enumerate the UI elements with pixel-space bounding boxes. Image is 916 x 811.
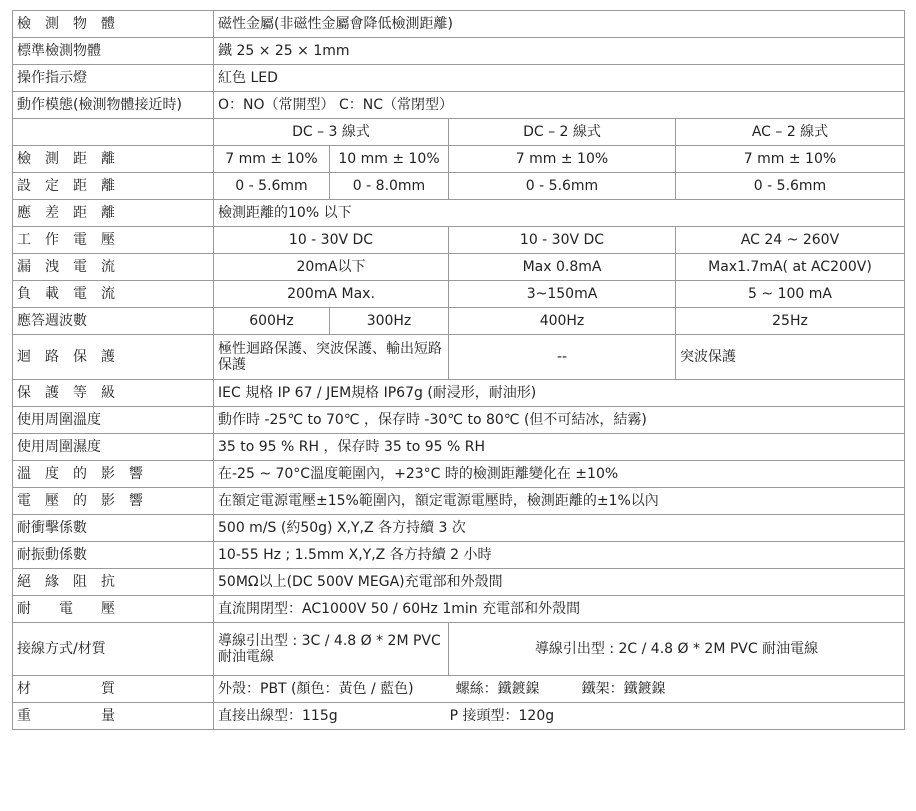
cell: 導線引出型 : 3C / 4.8 Ø * 2M PVC 耐油電線 — [214, 623, 449, 676]
row-value: 500 m/S (約50g) X,Y,Z 各方持續 3 次 — [214, 515, 905, 542]
cell: 導線引出型 : 2C / 4.8 Ø * 2M PVC 耐油電線 — [449, 623, 905, 676]
table-row — [13, 308, 905, 335]
row-label: 檢 測 物 體 — [13, 11, 214, 38]
table-row — [13, 281, 905, 308]
table-row — [13, 254, 905, 281]
row-label: 負 載 電 流 — [13, 281, 214, 308]
row-value: 磁性金屬(非磁性金屬會降低檢測距離) — [214, 11, 905, 38]
cell: 200mA Max. — [214, 281, 449, 308]
table-row — [13, 542, 905, 569]
row-label: 漏 洩 電 流 — [13, 254, 214, 281]
row-label: 檢 測 距 離 — [13, 146, 214, 173]
header-dc2: DC – 2 線式 — [449, 119, 676, 146]
row-label: 使用周圍濕度 — [13, 434, 214, 461]
cell: 突波保護 — [676, 335, 905, 380]
table-row — [13, 335, 905, 380]
cell: 10 - 30V DC — [449, 227, 676, 254]
table-row — [13, 434, 905, 461]
cell: 7 mm ± 10% — [676, 146, 905, 173]
table-row — [13, 173, 905, 200]
cell: Max1.7mA( at AC200V) — [676, 254, 905, 281]
table-row — [13, 146, 905, 173]
row-label: 使用周圍溫度 — [13, 407, 214, 434]
row-value: O：NO（常開型） C：NC（常閉型） — [214, 92, 905, 119]
row-value: 在-25 ~ 70°C溫度範圍內，+23°C 時的檢測距離變化在 ±10% — [214, 461, 905, 488]
row-value: IEC 規格 IP 67 / JEM規格 IP67g (耐浸形，耐油形) — [214, 380, 905, 407]
cell: 7 mm ± 10% — [214, 146, 330, 173]
row-value: 紅色 LED — [214, 65, 905, 92]
cell: 10 - 30V DC — [214, 227, 449, 254]
cell: 400Hz — [449, 308, 676, 335]
row-label: 耐衝擊係數 — [13, 515, 214, 542]
row-value: 10-55 Hz ; 1.5mm X,Y,Z 各方持續 2 小時 — [214, 542, 905, 569]
table-row — [13, 227, 905, 254]
row-value: 檢測距離的10% 以下 — [214, 200, 905, 227]
table-row — [13, 407, 905, 434]
cell: -- — [449, 335, 676, 380]
table-row — [13, 676, 905, 703]
cell: 10 mm ± 10% — [330, 146, 449, 173]
cell: 5 ~ 100 mA — [676, 281, 905, 308]
row-value: 鐵 25 × 25 × 1mm — [214, 38, 905, 65]
row-label: 設 定 距 離 — [13, 173, 214, 200]
table-row — [13, 596, 905, 623]
row-value: 動作時 -25℃ to 70℃ ，保存時 -30℃ to 80℃ (但不可結冰，結霧) — [214, 407, 905, 434]
row-value: 在額定電源電壓±15%範圍內，額定電源電壓時，檢測距離的±1%以內 — [214, 488, 905, 515]
row-label: 耐 電 壓 — [13, 596, 214, 623]
row-label: 絕 緣 阻 抗 — [13, 569, 214, 596]
header-empty — [13, 119, 214, 146]
cell: 0 - 5.6mm — [449, 173, 676, 200]
table-row — [13, 488, 905, 515]
row-label: 迴 路 保 護 — [13, 335, 214, 380]
cell: 0 - 5.6mm — [214, 173, 330, 200]
header-ac2: AC – 2 線式 — [676, 119, 905, 146]
row-label: 標準檢測物體 — [13, 38, 214, 65]
cell: 極性迴路保護、突波保護、輸出短路保護 — [214, 335, 449, 380]
table-row — [13, 200, 905, 227]
row-label: 操作指示燈 — [13, 65, 214, 92]
table-row — [13, 11, 905, 38]
row-value: 50MΩ以上(DC 500V MEGA)充電部和外殼間 — [214, 569, 905, 596]
row-label: 接線方式/材質 — [13, 623, 214, 676]
cell: 300Hz — [330, 308, 449, 335]
row-label: 應 差 距 離 — [13, 200, 214, 227]
header-dc3: DC – 3 線式 — [214, 119, 449, 146]
cell: 0 - 5.6mm — [676, 173, 905, 200]
cell: 7 mm ± 10% — [449, 146, 676, 173]
cell: AC 24 ~ 260V — [676, 227, 905, 254]
row-label: 應答週波數 — [13, 308, 214, 335]
row-label: 溫 度 的 影 響 — [13, 461, 214, 488]
table-row — [13, 461, 905, 488]
cell: 20mA以下 — [214, 254, 449, 281]
spec-table — [12, 10, 905, 730]
row-value: 外殼：PBT (顏色：黃色 / 藍色) 螺絲：鐵鍍鎳 鐵架：鐵鍍鎳 — [214, 676, 905, 703]
table-row — [13, 92, 905, 119]
row-value: 直接出線型：115g P 接頭型：120g — [214, 703, 905, 730]
row-value: 直流開閉型：AC1000V 50 / 60Hz 1min 充電部和外殼間 — [214, 596, 905, 623]
row-label: 材 質 — [13, 676, 214, 703]
row-label: 保 護 等 級 — [13, 380, 214, 407]
table-header-row — [13, 119, 905, 146]
table-row — [13, 38, 905, 65]
cell: 3~150mA — [449, 281, 676, 308]
row-label: 耐振動係數 — [13, 542, 214, 569]
table-row — [13, 380, 905, 407]
cell: Max 0.8mA — [449, 254, 676, 281]
row-label: 重 量 — [13, 703, 214, 730]
table-row — [13, 65, 905, 92]
row-label: 電 壓 的 影 響 — [13, 488, 214, 515]
row-value: 35 to 95 % RH ，保存時 35 to 95 % RH — [214, 434, 905, 461]
cell: 25Hz — [676, 308, 905, 335]
row-label: 工 作 電 壓 — [13, 227, 214, 254]
cell: 600Hz — [214, 308, 330, 335]
table-row — [13, 623, 905, 676]
row-label: 動作模態(檢測物體接近時) — [13, 92, 214, 119]
table-row — [13, 515, 905, 542]
table-row — [13, 703, 905, 730]
cell: 0 - 8.0mm — [330, 173, 449, 200]
table-row — [13, 569, 905, 596]
